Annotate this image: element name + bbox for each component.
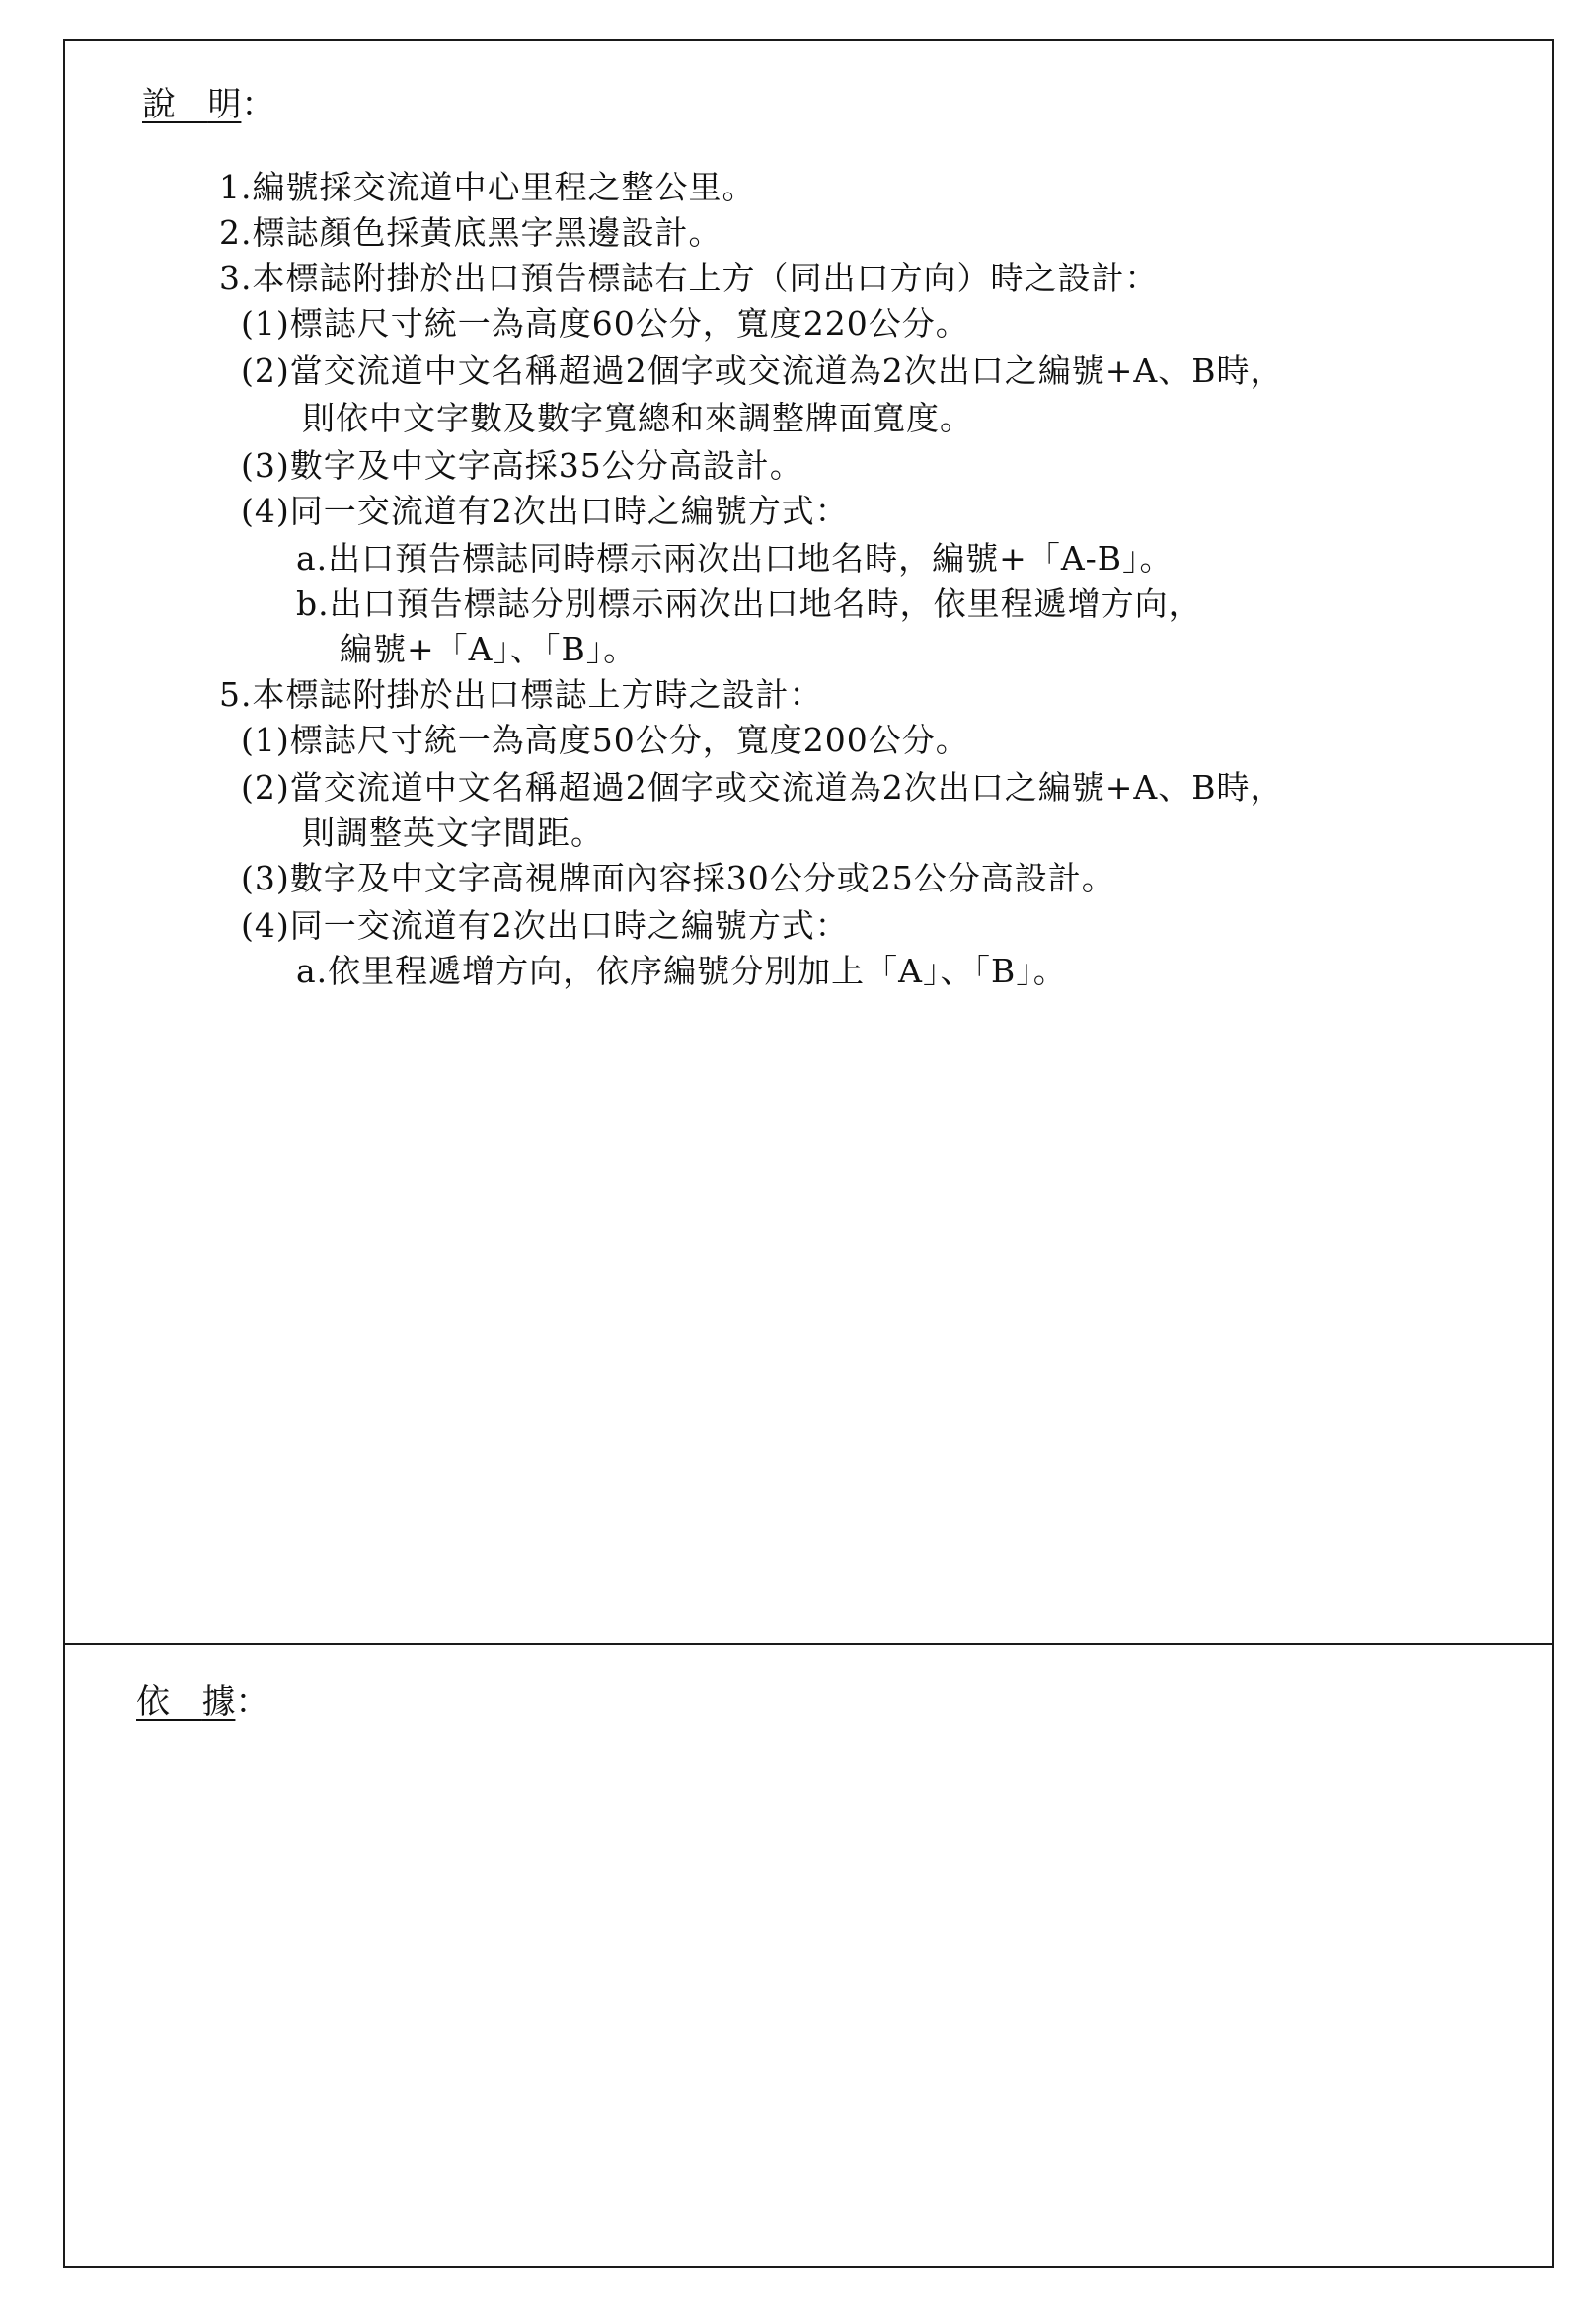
explanation-line: (2)當交流道中文名稱超過2個字或交流道為2次出口之編號+A、B時， bbox=[241, 768, 1284, 807]
explanation-line: (1)標誌尺寸統一為高度50公分，寬度200公分。 bbox=[241, 721, 969, 759]
basis-heading-char-1: 依 bbox=[136, 1682, 170, 1722]
explanation-heading-char-2: 明 bbox=[207, 85, 242, 124]
explanation-line: 編號+「A」、「B」。 bbox=[340, 630, 638, 668]
explanation-line: (4)同一交流道有2次出口時之編號方式： bbox=[241, 492, 849, 530]
explanation-line: 2.標誌顏色採黃底黑字黑邊設計。 bbox=[219, 213, 722, 252]
explanation-heading-text bbox=[142, 85, 241, 124]
explanation-line: (4)同一交流道有2次出口時之編號方式： bbox=[241, 906, 849, 945]
explanation-line: 3.本標誌附掛於出口預告標誌右上方（同出口方向）時之設計： bbox=[219, 259, 1159, 297]
section-divider bbox=[65, 1643, 1552, 1645]
explanation-line: b.出口預告標誌分別標示兩次出口地名時，依里程遞增方向， bbox=[296, 584, 1202, 623]
explanation-heading bbox=[142, 85, 274, 124]
explanation-heading-colon: ： bbox=[241, 85, 275, 124]
explanation-line: 1.編號採交流道中心里程之整公里。 bbox=[219, 168, 756, 206]
basis-heading-char-2: 據 bbox=[201, 1682, 236, 1722]
explanation-line: a.依里程遞增方向，依序編號分別加上「A」、「B」。 bbox=[296, 952, 1067, 990]
basis-heading bbox=[136, 1682, 268, 1722]
explanation-line: 則調整英文字間距。 bbox=[302, 813, 604, 852]
basis-heading-text bbox=[136, 1682, 235, 1722]
explanation-heading-char-1: 說 bbox=[142, 85, 176, 124]
explanation-line: 則依中文字數及數字寬總和來調整牌面寬度。 bbox=[302, 399, 973, 437]
explanation-line: (1)標誌尺寸統一為高度60公分，寬度220公分。 bbox=[241, 304, 969, 343]
explanation-line: (3)數字及中文字高視牌面內容採30公分或25公分高設計。 bbox=[241, 859, 1115, 897]
explanation-line: (3)數字及中文字高採35公分高設計。 bbox=[241, 446, 803, 485]
explanation-line: (2)當交流道中文名稱超過2個字或交流道為2次出口之編號+A、B時， bbox=[241, 351, 1284, 390]
explanation-line: 5.本標誌附掛於出口標誌上方時之設計： bbox=[219, 675, 823, 714]
explanation-line: a.出口預告標誌同時標示兩次出口地名時，編號+「A-B」。 bbox=[296, 539, 1174, 578]
basis-heading-colon: ： bbox=[235, 1682, 269, 1722]
